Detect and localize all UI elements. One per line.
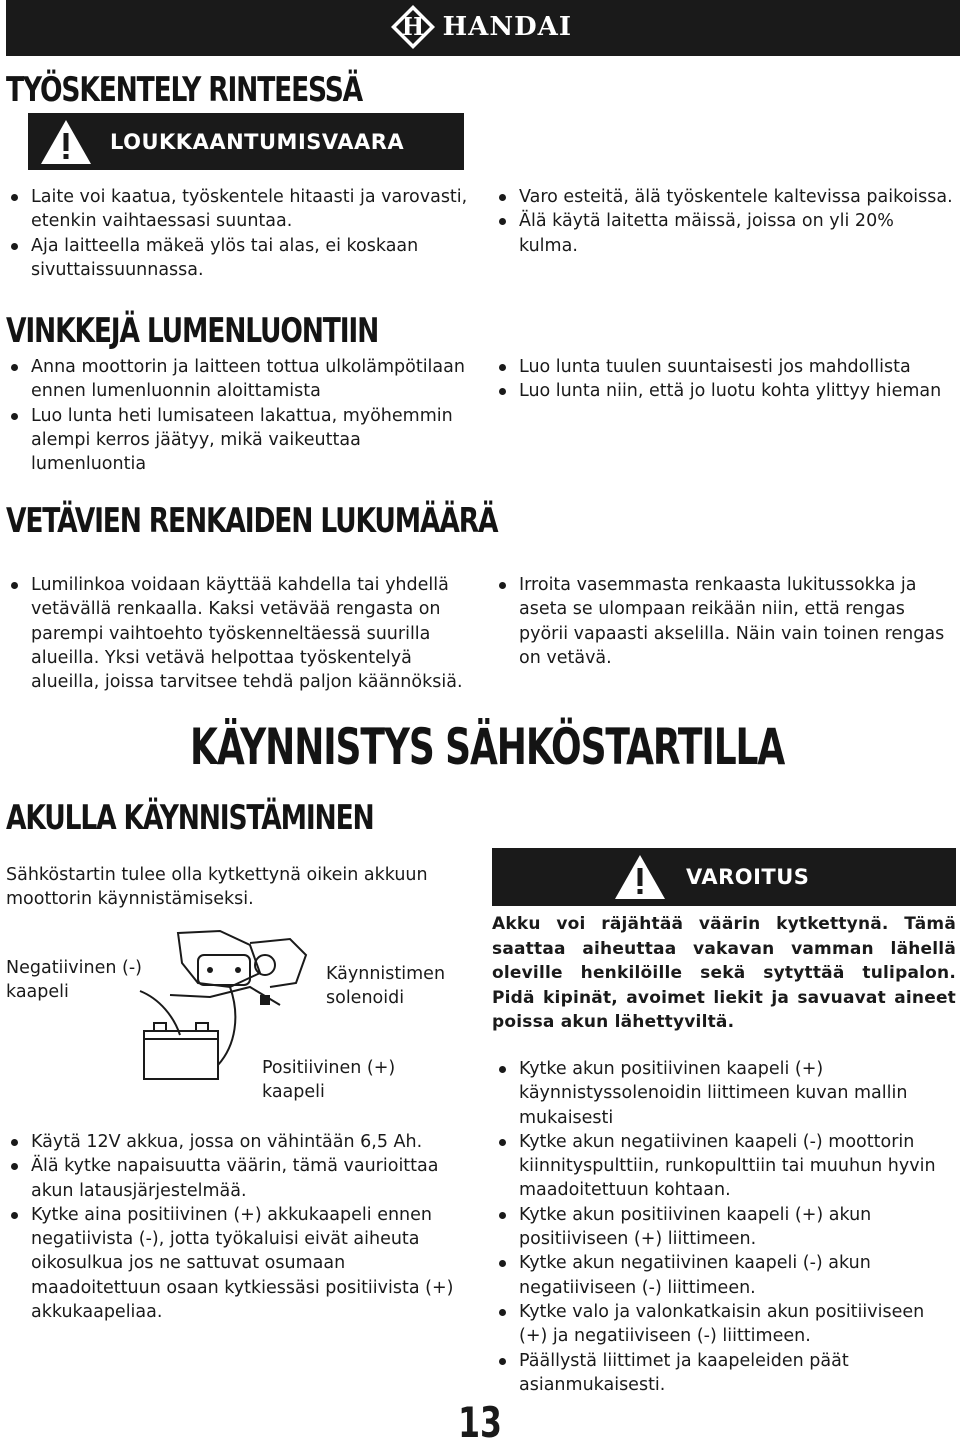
page-number: 13 xyxy=(458,1398,502,1447)
wheels-left-list xyxy=(6,573,468,694)
battery-warning-text: Akku voi räjähtää väärin kytkettynä. Tämä saattaa aiheuttaa vakavan vamman lähellä oleville henkilöille sekä sytyttää tulipalon. Pidä kipinät, avoimet liekit ja savuavat aineet poissa akun lähettyviltä. xyxy=(492,914,956,1032)
wheels-right-list xyxy=(494,573,956,670)
handai-h-icon xyxy=(389,3,437,51)
brand-logo xyxy=(389,4,572,50)
list-item: Irroita vasemmasta renkaasta lukitussokka ja aseta se ulompaan reikään niin, että rengas pyörii vapaasti akselilla. Näin vain toinen rengas on vetävä. xyxy=(494,573,956,670)
battery-start-subtitle: AKULLA KÄYNNISTÄMINEN xyxy=(6,798,374,838)
slope-left-list xyxy=(6,185,468,282)
battery-warning-label: VAROITUS xyxy=(686,865,810,889)
list-item: Lumilinkoa voidaan käyttää kahdella tai yhdellä vetävällä renkaalla. Kaksi vetävää rengasta on parempi vaihtoehto työskenneltäessä suurilla alueilla. Yksi vetävä helpottaa työskentelyä alueilla, joissa tarvitsee tehdä paljon käännöksiä. xyxy=(6,573,468,694)
warning-triangle-icon xyxy=(38,117,94,167)
list-item: Luo lunta tuulen suuntaisesti jos mahdollista xyxy=(494,355,956,379)
battery-left-list xyxy=(6,1130,468,1324)
list-item: Kytke akun positiivinen kaapeli (+) käynnistyssolenoidin liittimeen kuvan mallin mukaisesti xyxy=(494,1057,956,1130)
list-item: Älä kytke napaisuutta väärin, tämä vaurioittaa akun latausjärjestelmää. xyxy=(6,1154,468,1203)
list-item: Kytke akun negatiivinen kaapeli (-) moottorin kiinnityspulttiin, runkopulttiin tai muuhun hyvin maadoitettuun kohtaan. xyxy=(494,1130,956,1203)
list-item: Kytke aina positiivinen (+) akkukaapeli ennen negatiivista (-), jotta työkaluisi eivät aiheuta oikosulkua jos ne sattuvat osumaan maadoitettuun osaan kytkiessäsi positiivista (+) akkukaapeliaa. xyxy=(6,1203,468,1324)
wheels-title: VETÄVIEN RENKAIDEN LUKUMÄÄRÄ xyxy=(6,501,498,541)
list-item: Päällystä liittimet ja kaapeleiden päät asianmukaisesti. xyxy=(494,1349,956,1398)
electric-start-title: KÄYNNISTYS SÄHKÖSTARTILLA xyxy=(190,718,785,776)
slope-right-list xyxy=(494,185,956,258)
battery-warning-banner xyxy=(492,848,956,906)
battery-intro: Sähköstartin tulee olla kytkettynä oikein akkuun moottorin käynnistämiseksi. xyxy=(6,865,428,910)
list-item: Anna moottorin ja laitteen tottua ulkolämpötilaan ennen lumenluonnin aloittamista xyxy=(6,355,468,404)
slope-title: TYÖSKENTELY RINTEESSÄ xyxy=(6,70,363,110)
list-item: Aja laitteella mäkeä ylös tai alas, ei koskaan sivuttaissuunnassa. xyxy=(6,234,468,283)
list-item: Kytke akun positiivinen kaapeli (+) akun positiiviseen (+) liittimeen. xyxy=(494,1203,956,1252)
warning-triangle-icon xyxy=(612,852,668,902)
brand-name: HANDAI xyxy=(442,12,572,42)
list-item: Varo esteitä, älä työskentele kaltevissa paikoissa. xyxy=(494,185,956,209)
list-item: Kytke valo ja valonkatkaisin akun positiiviseen (+) ja negatiiviseen (-) liittimeen. xyxy=(494,1300,956,1349)
list-item: Laite voi kaatua, työskentele hitaasti ja varovasti, etenkin vaihtaessasi suuntaa. xyxy=(6,185,468,234)
battery-right-list xyxy=(494,1057,956,1397)
list-item: Käytä 12V akkua, jossa on vähintään 6,5 Ah. xyxy=(6,1130,468,1154)
solenoid-label: Käynnistimen solenoidi xyxy=(326,964,446,1008)
tips-title: VINKKEJÄ LUMENLUONTIIN xyxy=(6,311,379,351)
slope-warning-label: LOUKKAANTUMISVAARA xyxy=(110,129,405,154)
positive-cable-label: Positiivinen (+) kaapeli xyxy=(262,1058,396,1102)
list-item: Luo lunta niin, että jo luotu kohta ylittyy hieman xyxy=(494,379,956,403)
svg-text:H: H xyxy=(401,12,424,41)
tips-right-list xyxy=(494,355,956,404)
list-item: Älä käytä laitetta mäissä, joissa on yli 20% kulma. xyxy=(494,209,956,258)
slope-warning-banner xyxy=(28,113,464,170)
negative-cable-label: Negatiivinen (-) kaapeli xyxy=(6,958,142,1002)
list-item: Kytke akun negatiivinen kaapeli (-) akun negatiiviseen (-) liittimeen. xyxy=(494,1251,956,1300)
tips-left-list xyxy=(6,355,468,476)
list-item: Luo lunta heti lumisateen lakattua, myöhemmin alempi kerros jäätyy, mikä vaikeuttaa lumenluontia xyxy=(6,404,468,477)
